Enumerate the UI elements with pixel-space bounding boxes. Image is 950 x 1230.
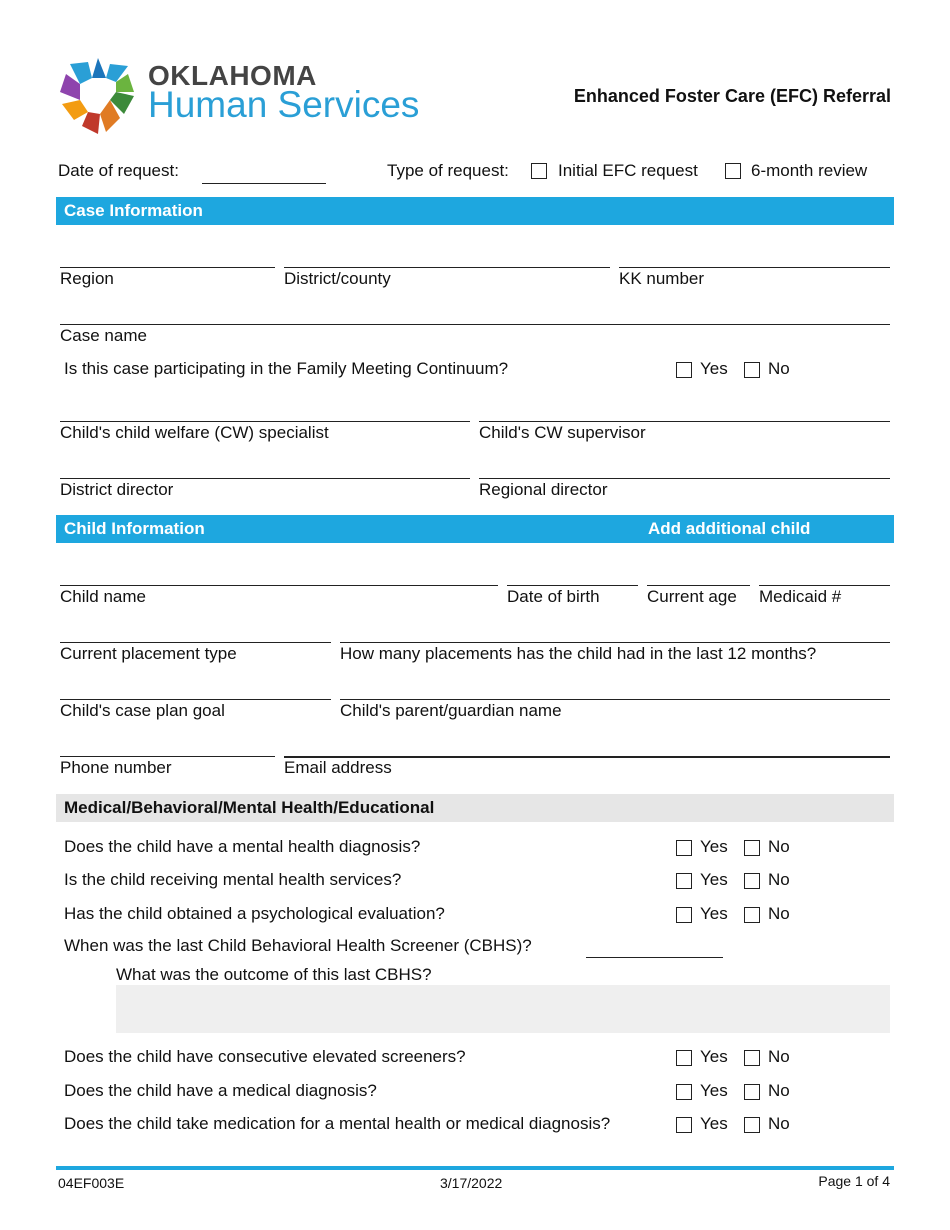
fmc-question: Is this case participating in the Family Meeting Continuum? (64, 359, 509, 378)
guardian-name-underline (340, 699, 890, 700)
q1-yes-label: Yes (700, 837, 728, 856)
case-plan-goal-input[interactable] (60, 677, 331, 699)
q-consecutive-elevated-screeners: Does the child have consecutive elevated screeners? (64, 1047, 466, 1066)
q7-yes-checkbox[interactable] (676, 1117, 692, 1133)
medicaid-underline (759, 585, 890, 586)
current-age-input[interactable] (647, 563, 750, 585)
q5-yes-label: Yes (700, 1047, 728, 1066)
medicaid-label: Medicaid # (759, 587, 842, 606)
footer-page-number: Page 1 of 4 (818, 1173, 890, 1189)
q7-no-checkbox[interactable] (744, 1117, 760, 1133)
region-underline (60, 267, 275, 268)
form-title: Enhanced Foster Care (EFC) Referral (573, 86, 891, 106)
date-of-birth-label: Date of birth (507, 587, 600, 606)
date-of-birth-input[interactable] (507, 563, 638, 585)
regional-director-input[interactable] (479, 456, 890, 478)
logo-oklahoma-text: OKLAHOMA (148, 60, 317, 91)
six-month-review-label: 6-month review (751, 161, 868, 180)
district-county-underline (284, 267, 610, 268)
district-director-input[interactable] (60, 456, 470, 478)
q6-yes-checkbox[interactable] (676, 1084, 692, 1100)
district-county-label: District/county (284, 269, 391, 288)
kk-number-underline (619, 267, 890, 268)
last-cbhs-date-underline (586, 957, 723, 958)
q2-yes-checkbox[interactable] (676, 873, 692, 889)
fmc-yes-label: Yes (700, 359, 728, 378)
fmc-no-checkbox[interactable] (744, 362, 760, 378)
phone-number-underline (60, 756, 275, 757)
placement-type-input[interactable] (60, 620, 331, 642)
cw-supervisor-underline (479, 421, 890, 422)
q1-yes-checkbox[interactable] (676, 840, 692, 856)
medical-section-header (56, 794, 894, 822)
placements-count-input[interactable] (340, 620, 890, 642)
region-input[interactable] (60, 245, 275, 267)
star-logo-icon (58, 56, 138, 136)
agency-logo (58, 56, 438, 136)
footer-form-number: 04EF003E (58, 1175, 125, 1191)
q1-no-checkbox[interactable] (744, 840, 760, 856)
case-name-input[interactable] (60, 302, 890, 324)
phone-number-input[interactable] (60, 734, 275, 756)
q-medication: Does the child take medication for a mental health or medical diagnosis? (64, 1114, 611, 1133)
cw-supervisor-label: Child's CW supervisor (479, 423, 646, 442)
q6-no-label: No (768, 1081, 790, 1100)
medical-section-title: Medical/Behavioral/Mental Health/Educational (64, 798, 435, 817)
placements-count-underline (340, 642, 890, 643)
kk-number-label: KK number (619, 269, 705, 288)
fmc-yes-checkbox[interactable] (676, 362, 692, 378)
case-plan-goal-label: Child's case plan goal (60, 701, 225, 720)
q6-yes-label: Yes (700, 1081, 728, 1100)
q3-no-label: No (768, 904, 790, 923)
q-mental-health-diagnosis: Does the child have a mental health diagnosis? (64, 837, 421, 856)
q6-no-checkbox[interactable] (744, 1084, 760, 1100)
case-information-header (56, 197, 894, 225)
initial-efc-checkbox[interactable] (531, 163, 547, 179)
footer-date: 3/17/2022 (440, 1175, 503, 1191)
cbhs-outcome-label: What was the outcome of this last CBHS? (116, 965, 432, 984)
current-age-underline (647, 585, 750, 586)
footer-rule (56, 1166, 894, 1170)
phone-number-label: Phone number (60, 758, 172, 777)
q2-no-checkbox[interactable] (744, 873, 760, 889)
type-of-request-label: Type of request: (387, 161, 509, 180)
q5-yes-checkbox[interactable] (676, 1050, 692, 1066)
q-mental-health-services: Is the child receiving mental health services? (64, 870, 402, 889)
q2-no-label: No (768, 870, 790, 889)
cw-specialist-label: Child's child welfare (CW) specialist (60, 423, 329, 442)
current-age-label: Current age (647, 587, 737, 606)
q-medical-diagnosis: Does the child have a medical diagnosis? (64, 1081, 377, 1100)
six-month-review-checkbox[interactable] (725, 163, 741, 179)
last-cbhs-date-input[interactable] (586, 935, 723, 957)
q3-yes-label: Yes (700, 904, 728, 923)
kk-number-input[interactable] (619, 245, 890, 267)
q7-no-label: No (768, 1114, 790, 1133)
q5-no-checkbox[interactable] (744, 1050, 760, 1066)
guardian-name-label: Child's parent/guardian name (340, 701, 562, 720)
case-name-label: Case name (60, 326, 147, 345)
case-plan-goal-underline (60, 699, 331, 700)
medicaid-input[interactable] (759, 563, 890, 585)
cw-specialist-underline (60, 421, 470, 422)
child-information-header (56, 515, 894, 543)
placements-count-label: How many placements has the child had in the last 12 months? (340, 644, 817, 663)
case-information-title: Case Information (64, 201, 203, 220)
placement-type-underline (60, 642, 331, 643)
regional-director-underline (479, 478, 890, 479)
q1-no-label: No (768, 837, 790, 856)
q3-no-checkbox[interactable] (744, 907, 760, 923)
email-address-input[interactable] (284, 734, 890, 756)
add-additional-child-button[interactable]: Add additional child (648, 519, 811, 538)
region-label: Region (60, 269, 114, 288)
q7-yes-label: Yes (700, 1114, 728, 1133)
date-of-request-label: Date of request: (58, 161, 179, 180)
date-of-birth-underline (507, 585, 638, 586)
cw-supervisor-input[interactable] (479, 399, 890, 421)
district-director-underline (60, 478, 470, 479)
date-of-request-underline (202, 183, 326, 184)
district-county-input[interactable] (284, 245, 610, 267)
child-name-label: Child name (60, 587, 146, 606)
child-name-input[interactable] (60, 563, 498, 585)
child-name-underline (60, 585, 498, 586)
regional-director-label: Regional director (479, 480, 608, 499)
child-information-title: Child Information (64, 519, 205, 538)
q-last-cbhs: When was the last Child Behavioral Health Screener (CBHS)? (64, 936, 532, 955)
q3-yes-checkbox[interactable] (676, 907, 692, 923)
district-director-label: District director (60, 480, 174, 499)
placement-type-label: Current placement type (60, 644, 237, 663)
fmc-no-label: No (768, 359, 790, 378)
guardian-name-input[interactable] (340, 677, 890, 699)
q2-yes-label: Yes (700, 870, 728, 889)
logo-human-services-text: Human Services (148, 84, 420, 125)
q-psychological-evaluation: Has the child obtained a psychological evaluation? (64, 904, 445, 923)
date-of-request-input[interactable] (202, 161, 326, 183)
q5-no-label: No (768, 1047, 790, 1066)
initial-efc-label: Initial EFC request (558, 161, 698, 180)
email-address-label: Email address (284, 758, 392, 777)
case-name-underline (60, 324, 890, 325)
cw-specialist-input[interactable] (60, 399, 470, 421)
cbhs-outcome-textarea[interactable] (116, 985, 890, 1033)
